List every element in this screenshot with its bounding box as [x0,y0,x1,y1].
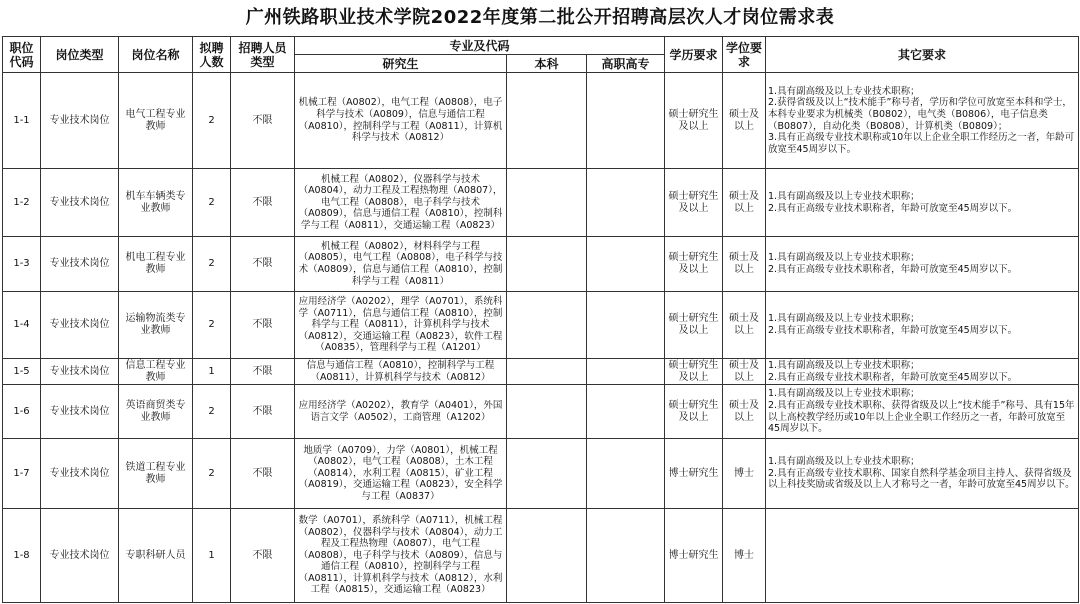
code-cell: 1-7 [3,439,41,509]
header-degree: 学位要求 [723,37,766,73]
vocational-major-cell [587,237,665,292]
type-cell: 专业技术岗位 [41,509,119,603]
count-cell: 2 [193,385,231,439]
undergrad-major-cell [507,292,587,359]
code-cell: 1-5 [3,359,41,385]
staff-type-cell: 不限 [231,509,295,603]
education-cell: 硕士研究生及以上 [665,385,723,439]
degree-cell: 硕士及以上 [723,385,766,439]
table-row [3,509,1079,603]
staff-type-cell: 不限 [231,439,295,509]
undergrad-major-cell [507,237,587,292]
header-name: 岗位名称 [119,37,193,73]
degree-cell: 硕士及以上 [723,359,766,385]
type-cell: 专业技术岗位 [41,385,119,439]
type-cell: 专业技术岗位 [41,439,119,509]
vocational-major-cell [587,292,665,359]
name-cell: 机车车辆类专业教师 [119,169,193,237]
grad-major-cell: 信息与通信工程（A0810），控制科学与工程（A0811），计算机科学与技术（A0812） [295,359,507,385]
page-title: 广州铁路职业技术学院2022年度第二批公开招聘高层次人才岗位需求表 [245,7,835,28]
count-cell: 2 [193,169,231,237]
count-cell: 2 [193,237,231,292]
other-requirements-cell: 1.具有副高级及以上专业技术职称； 2.具有正高级专业技术职称者，年龄可放宽至45周岁以下。 [766,169,1079,237]
table-row [3,292,1079,359]
table-row [3,439,1079,509]
staff-type-cell: 不限 [231,292,295,359]
count-cell: 2 [193,73,231,169]
type-cell: 专业技术岗位 [41,73,119,169]
other-requirements-cell: 1.具有副高级及以上专业技术职称； 2.具有正高级专业技术职称者，年龄可放宽至45周岁以下。 [766,237,1079,292]
staff-type-cell: 不限 [231,237,295,292]
table-row [3,385,1079,439]
staff-type-cell: 不限 [231,73,295,169]
count-cell: 1 [193,509,231,603]
education-cell: 硕士研究生及以上 [665,359,723,385]
name-cell: 电气工程专业教师 [119,73,193,169]
vocational-major-cell [587,439,665,509]
header-other: 其它要求 [766,37,1079,73]
type-cell: 专业技术岗位 [41,169,119,237]
grad-major-cell: 机械工程（A0802），材料科学与工程（A0805），电气工程（A0808），电子科学与技术（A0809），信息与通信工程（A0810），控制科学与工程（A0811） [295,237,507,292]
other-requirements-cell [766,509,1079,603]
other-requirements-cell: 1.具有副高级及以上专业技术职称； 2.具有正高级专业技术职称、国家自然科学基金项目主持人、获得省级及以上科技奖励或省级及以上人才称号之一者，年龄可放宽至45周岁以下。 [766,439,1079,509]
table-row [3,169,1079,237]
type-cell: 专业技术岗位 [41,292,119,359]
staff-type-cell: 不限 [231,169,295,237]
code-cell: 1-3 [3,237,41,292]
header-grad: 研究生 [295,55,507,73]
code-cell: 1-8 [3,509,41,603]
count-cell: 2 [193,292,231,359]
degree-cell: 硕士及以上 [723,237,766,292]
other-requirements-cell: 1.具有副高级及以上专业技术职称； 2.具有正高级专业技术职称者，年龄可放宽至45周岁以下。 [766,292,1079,359]
education-cell: 硕士研究生及以上 [665,73,723,169]
other-requirements-cell: 1.具有副高级及以上专业技术职称； 2.具有正高级专业技术职称、获得省级及以上“技术能手”称号、具有15年以上高校教学经历或10年以上企业全职工作经历之一者，年龄可放宽至45周岁以下。 [766,385,1079,439]
table-row [3,73,1079,169]
staff-type-cell: 不限 [231,385,295,439]
grad-major-cell: 机械工程（A0802），仪器科学与技术（A0804），动力工程及工程热物理（A0807），电气工程（A0808），电子科学与技术（A0809），信息与通信工程（A0810），控制科学与工程（A0811），交通运输工程（A0823） [295,169,507,237]
table-row [3,359,1079,385]
undergrad-major-cell [507,359,587,385]
name-cell: 信息工程专业教师 [119,359,193,385]
undergrad-major-cell [507,385,587,439]
header-type: 岗位类型 [41,37,119,73]
name-cell: 铁道工程专业教师 [119,439,193,509]
other-requirements-cell: 1.具有副高级及以上专业技术职称； 2.具有正高级专业技术职称者，年龄可放宽至45周岁以下。 [766,359,1079,385]
education-cell: 硕士研究生及以上 [665,169,723,237]
education-cell: 硕士研究生及以上 [665,292,723,359]
education-cell: 博士研究生 [665,439,723,509]
degree-cell: 博士 [723,509,766,603]
vocational-major-cell [587,169,665,237]
name-cell: 机电工程专业教师 [119,237,193,292]
header-code: 职位代码 [3,37,41,73]
name-cell: 英语商贸类专业教师 [119,385,193,439]
job-requirements-table [2,36,1079,603]
staff-type-cell: 不限 [231,359,295,385]
grad-major-cell: 地质学（A0709），力学（A0801），机械工程（A0802），电气工程（A0808），土木工程（A0814），水利工程（A0815），矿业工程（A0819），交通运输工程（A0823），安全科学与工程（A0837） [295,439,507,509]
header-count: 拟聘人数 [193,37,231,73]
degree-cell: 博士 [723,439,766,509]
name-cell: 运输物流类专业教师 [119,292,193,359]
header-vocational: 高职高专 [587,55,665,73]
education-cell: 硕士研究生及以上 [665,237,723,292]
grad-major-cell: 应用经济学（A0202），教育学（A0401），外国语言文学（A0502），工商管理（A1202） [295,385,507,439]
undergrad-major-cell [507,73,587,169]
degree-cell: 硕士及以上 [723,73,766,169]
vocational-major-cell [587,73,665,169]
undergrad-major-cell [507,509,587,603]
count-cell: 2 [193,439,231,509]
header-major-group: 专业及代码 [295,37,665,55]
grad-major-cell: 应用经济学（A0202），理学（A0701），系统科学（A0711），信息与通信工程（A0810），控制科学与工程（A0811），计算机科学与技术（A0812），交通运输工程（A0823），软件工程（A0835），管理科学与工程（A1201） [295,292,507,359]
header-undergrad: 本科 [507,55,587,73]
code-cell: 1-2 [3,169,41,237]
vocational-major-cell [587,385,665,439]
code-cell: 1-4 [3,292,41,359]
code-cell: 1-6 [3,385,41,439]
code-cell: 1-1 [3,73,41,169]
other-requirements-cell: 1.具有副高级及以上专业技术职称； 2.获得省级及以上“技术能手”称号者，学历和学位可放宽至本科和学士，本科专业要求为机械类（B0802），电气类（B0806），电子信息类（B0807），自动化类（B0808），计算机类（B0809）； 3.具有正高级专业技术职称或10年以上企业全职工作经历之一者，年龄可放宽至45周岁以下。 [766,73,1079,169]
education-cell: 博士研究生 [665,509,723,603]
type-cell: 专业技术岗位 [41,237,119,292]
degree-cell: 硕士及以上 [723,292,766,359]
grad-major-cell: 数学（A0701），系统科学（A0711），机械工程（A0802），仪器科学与技术（A0804），动力工程及工程热物理（A0807），电气工程（A0808），电子科学与技术（A0809），信息与通信工程（A0810），控制科学与工程（A0811），计算机科学与技术（A0812），水利工程（A0815），交通运输工程（A0823） [295,509,507,603]
degree-cell: 硕士及以上 [723,169,766,237]
name-cell: 专职科研人员 [119,509,193,603]
type-cell: 专业技术岗位 [41,359,119,385]
header-staff-type: 招聘人员类型 [231,37,295,73]
header-education: 学历要求 [665,37,723,73]
count-cell: 1 [193,359,231,385]
grad-major-cell: 机械工程（A0802），电气工程（A0808），电子科学与技术（A0809），信息与通信工程（A0810），控制科学与工程（A0811），计算机科学与技术（A0812） [295,73,507,169]
undergrad-major-cell [507,169,587,237]
vocational-major-cell [587,509,665,603]
vocational-major-cell [587,359,665,385]
table-row [3,237,1079,292]
undergrad-major-cell [507,439,587,509]
